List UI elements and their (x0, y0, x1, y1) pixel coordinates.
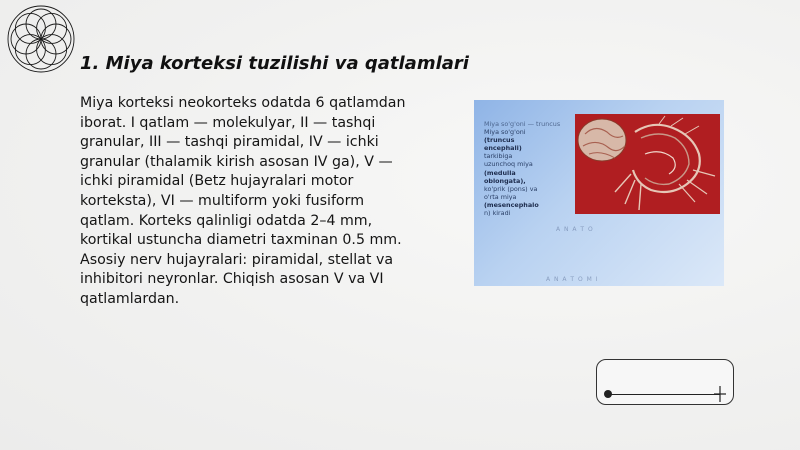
caption-line: n) kiradi (484, 209, 511, 218)
slide-title: 1. Miya korteksi tuzilishi va qatlamlari (80, 53, 469, 74)
caption-line: Miya so'g'oni — truncus (484, 120, 561, 128)
spirograph-logo-icon (6, 4, 76, 74)
caption-line: ko'prik (pons) va (484, 184, 538, 193)
caption-line: uzunchoq miya (484, 160, 533, 169)
brain-stem-figure (474, 100, 724, 286)
caption-line: (truncus (484, 136, 515, 145)
caption-line: oblongata), (484, 176, 526, 185)
crosshair-icon[interactable] (714, 386, 726, 402)
progress-track[interactable] (608, 394, 720, 395)
figure-caption (484, 120, 576, 217)
brain-illustration-panel (575, 114, 720, 214)
caption-line: tarkibiga (484, 152, 513, 161)
caption-line: encephali) (484, 144, 522, 153)
media-player-control[interactable] (596, 359, 734, 405)
caption-line: Miya so'g'oni (484, 128, 526, 137)
caption-line: o'rta miya (484, 192, 517, 201)
figure-faint-label: A N A T O (556, 226, 594, 233)
figure-faint-label: A N A T O M I (546, 276, 599, 283)
progress-dot-icon[interactable] (604, 390, 612, 398)
caption-line: (mesencephalo (484, 200, 539, 209)
caption-line: (medulla (484, 168, 516, 177)
slide-body-text: Miya korteksi neokorteks odatda 6 qatlamdan iborat. I qatlam — molekulyar, II — tashqi granular, III — tashqi piramidal, IV — ichki granular (thalamik kirish asosan IV ga), V — ichki piramidal (Betz hujayralari motor korteksta), VI — multiform yoki fusiform qatlam. Korteks qalinligi odatda 2–4 mm, kortikal ustuncha diametri taxminan 0.5 mm. Asosiy nerv hujayralari: piramidal, stellat va inhibitori neyronlar. Chiqish asosan V va VI qatlamlardan. (80, 95, 406, 307)
